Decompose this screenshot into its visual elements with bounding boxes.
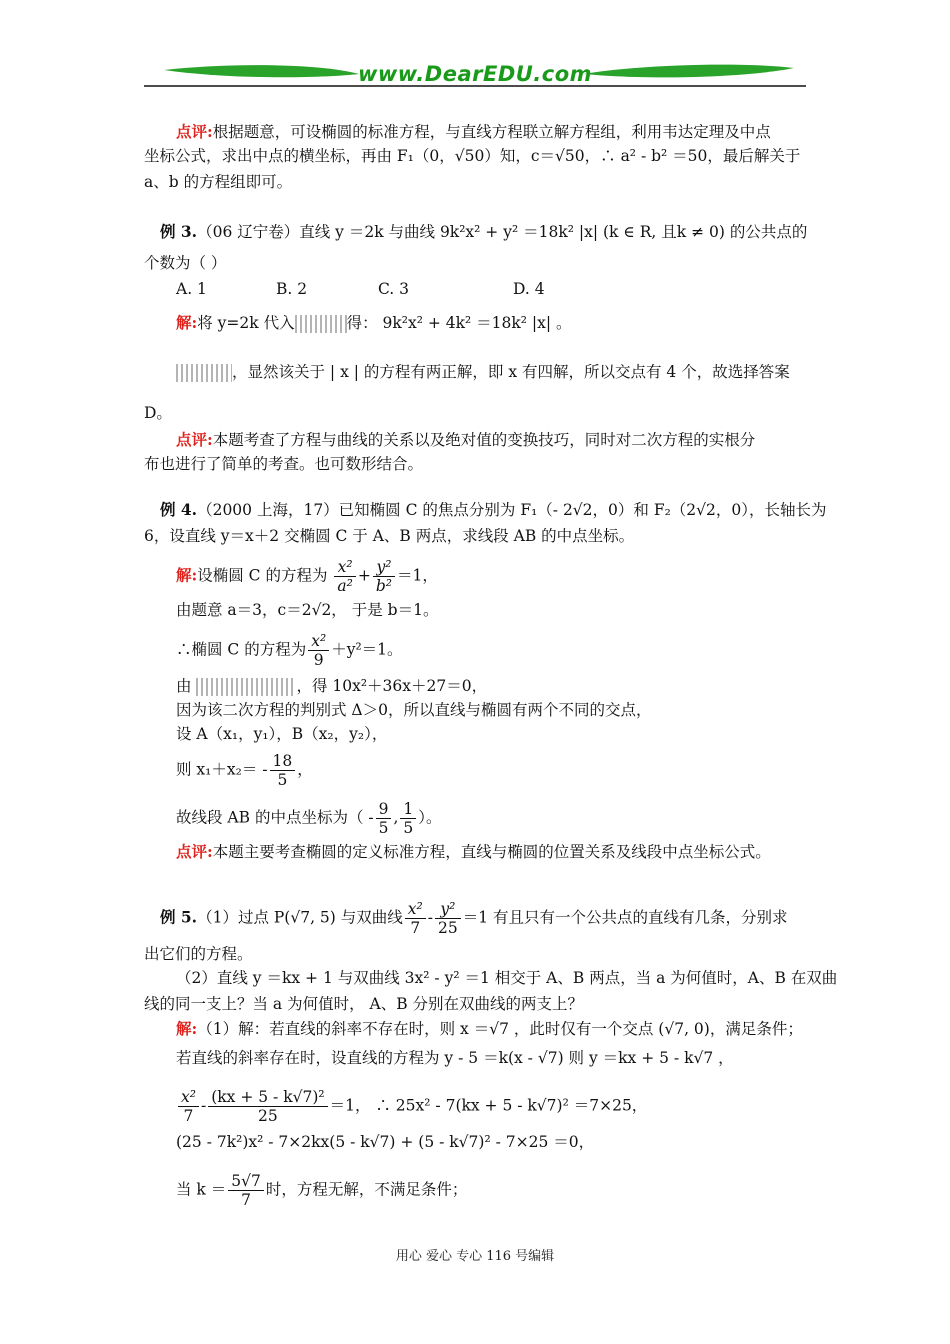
fraction-18-5 xyxy=(270,752,296,789)
example-3-review-1 xyxy=(176,428,755,452)
example-4-step-4 xyxy=(176,674,487,698)
review-text: 本题主要考查椭圆的定义标准方程，直线与椭圆的位置关系及线段中点坐标公式。 xyxy=(212,843,771,861)
review-text: 根据题意，可设椭圆的标准方程，与直线方程联立解方程组，利用韦达定理及中点 xyxy=(212,123,771,141)
example-5-line4: 线的同一支上？当 a 为何值时， A、B 分别在双曲线的两支上？ xyxy=(144,995,584,1013)
solution-text: 故线段 AB 的中点坐标为（ - xyxy=(176,808,374,827)
option-a: A. 1 xyxy=(176,280,207,298)
denominator: 25 xyxy=(438,919,458,937)
example-3-solution-2 xyxy=(176,360,790,384)
solution-label: 解: xyxy=(176,313,198,332)
example-5-step-4: (25 - 7k²)x² - 7×2kx(5 - k√7) + (5 - k√7)² - 7×25 ＝0， xyxy=(176,1133,595,1151)
example-3-text: （06 辽宁卷）直线 y ＝2k 与曲线 9k²x² + y² ＝18k² |x| (k ∈ R, 且k ≠ 0) 的公共点的 xyxy=(197,223,808,241)
fraction-x2-a2 xyxy=(334,558,355,595)
solution-text-b: ＝1， ∴ 25x² - 7(kx + 5 - k√7)² ＝7×25， xyxy=(329,1096,648,1115)
numerator: x² xyxy=(178,1088,199,1107)
solution-text-b: ）。 xyxy=(418,808,442,827)
fraction-x2-7 xyxy=(405,900,426,937)
example-5-step-1 xyxy=(176,1017,803,1041)
numerator: x² xyxy=(405,900,426,919)
denominator: b² xyxy=(375,577,392,595)
garbled-formula-icon xyxy=(176,364,232,382)
numerator: 5√7 xyxy=(228,1172,264,1191)
example-3-line1 xyxy=(160,220,807,244)
example-4-step-1: 解:设椭圆 C 的方程为 $\frac{\text{x²}}{\text{a²}}$ + $\frac{\text{y²}}{\text{b²}}$ ＝1， xyxy=(176,558,438,595)
example-5-line1: 例 5.（1）过点 P(√7, 5) 与双曲线 $\frac{\text{x²}}{7}$ - $\frac{\text{y²}}{25}$ ＝1 有且只有一个公共点的直线有几条，分别求 xyxy=(160,900,788,937)
solution-text-b: ＝1， xyxy=(397,566,438,585)
denominator: 7 xyxy=(410,919,421,937)
fraction-9-5 xyxy=(376,800,392,837)
example-4-text: （2000 上海，17）已知椭圆 C 的焦点分别为 F₁（- 2√2，0）和 F₂（2√2，0），长轴长为 xyxy=(197,501,827,519)
example-4-step-2: 由题意 a＝3，c＝2√2， 于是 b＝1。 xyxy=(176,601,439,619)
solution-label: 解: xyxy=(176,1019,198,1038)
solution-text-b: ，得 10x²＋36x＋27＝0， xyxy=(296,677,488,695)
solution-text-b: ， xyxy=(297,760,313,779)
example-5-text-b: ＝1 有且只有一个公共点的直线有几条，分别求 xyxy=(462,908,788,927)
denominator: 7 xyxy=(183,1107,194,1125)
solution-label: 解: xyxy=(176,565,198,585)
example-5-line3: （2）直线 y ＝kx + 1 与双曲线 3x² - y² ＝1 相交于 A、B 两点，当 a 为何值时，A、B 在双曲 xyxy=(176,969,838,987)
solution-text: ，显然该关于 | x | 的方程有两正解，即 x 有四解，所以交点有 4 个，故选择答案 xyxy=(232,363,790,381)
denominator: 7 xyxy=(241,1191,251,1209)
solution-text: 由 xyxy=(176,677,192,695)
review-text: 本题考查了方程与曲线的关系以及绝对值的变换技巧，同时对二次方程的实根分 xyxy=(212,431,756,449)
solution-text-b: 得： 9k²x² + 4k² ＝18k² |x| 。 xyxy=(346,314,572,332)
fraction-x2-7 xyxy=(178,1088,199,1125)
numerator: 18 xyxy=(270,752,296,771)
denominator: 5 xyxy=(378,819,389,837)
denominator: 9 xyxy=(313,651,324,669)
review-1-line2: 坐标公式，求出中点的横坐标，再由 F₁（0，√50）知，c＝√50，∴ a² - b² ＝50，最后解关于 xyxy=(144,147,801,165)
fraction-y2-b2 xyxy=(373,558,395,595)
example-4-label: 例 4. xyxy=(160,500,198,519)
fraction-y2-25 xyxy=(435,900,461,937)
option-d: D. 4 xyxy=(513,280,545,298)
denominator: 25 xyxy=(258,1107,278,1125)
numerator: 1 xyxy=(400,800,416,819)
example-4-step-8: 故线段 AB 的中点坐标为（ - $\frac{9}{5}$ , $\frac{1}{5}$ ）。 xyxy=(176,800,442,837)
option-b: B. 2 xyxy=(276,280,308,298)
solution-text: （1）解：若直线的斜率不存在时，则 x ＝√7 ，此时仅有一个交点 (√7, 0)，满足条件； xyxy=(197,1020,803,1038)
denominator: a² xyxy=(337,577,353,595)
garbled-formula-icon xyxy=(295,315,347,333)
review-1-line1 xyxy=(176,120,771,144)
solution-text: 则 x₁＋x₂＝ - xyxy=(176,760,268,779)
numerator: x² xyxy=(334,558,355,577)
example-3-solution-1 xyxy=(176,311,572,335)
example-5-step-3: $\frac{\text{x²}}{7}$ - $\frac{\text{(kx + 5 - k√7)²}}{25}$ ＝1， ∴ 25x² - 7(kx + 5 - k√7)² ＝7×25， xyxy=(176,1088,647,1125)
example-3-solution-3: D。 xyxy=(144,404,172,422)
review-1-line3: a、b 的方程组即可。 xyxy=(144,173,293,191)
numerator: (kx + 5 - k√7)² xyxy=(208,1088,327,1107)
denominator: 5 xyxy=(277,771,288,789)
numerator: y² xyxy=(435,900,461,919)
example-5-line2: 出它们的方程。 xyxy=(144,945,253,963)
example-4-step-7 xyxy=(176,752,313,789)
fraction-1-5 xyxy=(400,800,416,837)
example-4-review xyxy=(176,840,771,864)
example-3-line2: 个数为（ ） xyxy=(144,254,227,272)
example-5-label: 例 5. xyxy=(160,907,198,927)
example-4-step-5: 因为该二次方程的判别式 Δ＞0，所以直线与椭圆有两个不同的交点， xyxy=(176,701,652,719)
numerator: y² xyxy=(373,558,395,577)
fraction-x2-9 xyxy=(308,632,329,669)
solution-text-b: 时，方程无解，不满足条件； xyxy=(265,1180,468,1199)
denominator: 5 xyxy=(403,819,414,837)
review-label: 点评: xyxy=(176,842,213,861)
brand-logo: www.DearEDU.com xyxy=(357,62,593,86)
option-c: C. 3 xyxy=(378,280,410,298)
example-3-review-2: 布也进行了简单的考查。也可数形结合。 xyxy=(144,455,424,473)
example-5-text: （1）过点 P(√7, 5) 与双曲线 xyxy=(197,908,403,927)
page-footer: 用心 爱心 专心 116 号编辑 xyxy=(395,1249,555,1264)
example-4-line2: 6，设直线 y＝x＋2 交椭圆 C 于 A、B 两点，求线段 AB 的中点坐标。 xyxy=(144,527,635,545)
example-5-step-2: 若直线的斜率存在时，设直线的方程为 y - 5 ＝k(x - √7) 则 y ＝kx + 5 - k√7 ， xyxy=(176,1049,734,1067)
example-4-step-3 xyxy=(176,632,403,669)
fraction-kx-25 xyxy=(208,1088,327,1125)
solution-text-b: ＋y²＝1。 xyxy=(331,640,403,659)
garbled-system-icon xyxy=(196,678,296,696)
header-banner xyxy=(144,58,806,92)
example-5-step-5 xyxy=(176,1172,467,1209)
example-4-line1 xyxy=(160,498,827,522)
solution-text: ∴椭圆 C 的方程为 xyxy=(176,640,307,659)
example-4-step-6: 设 A（x₁，y₁），B（x₂，y₂）， xyxy=(176,725,388,743)
solution-text: 将 y=2k 代入 xyxy=(197,314,295,332)
solution-text: 当 k ＝ xyxy=(176,1180,227,1199)
fraction-5sqrt7-7 xyxy=(228,1172,264,1209)
review-label: 点评: xyxy=(176,430,213,449)
review-label: 点评: xyxy=(176,122,213,141)
numerator: 9 xyxy=(376,800,392,819)
numerator: x² xyxy=(308,632,329,651)
solution-text: 设椭圆 C 的方程为 xyxy=(197,566,328,585)
example-3-label: 例 3. xyxy=(160,222,198,241)
